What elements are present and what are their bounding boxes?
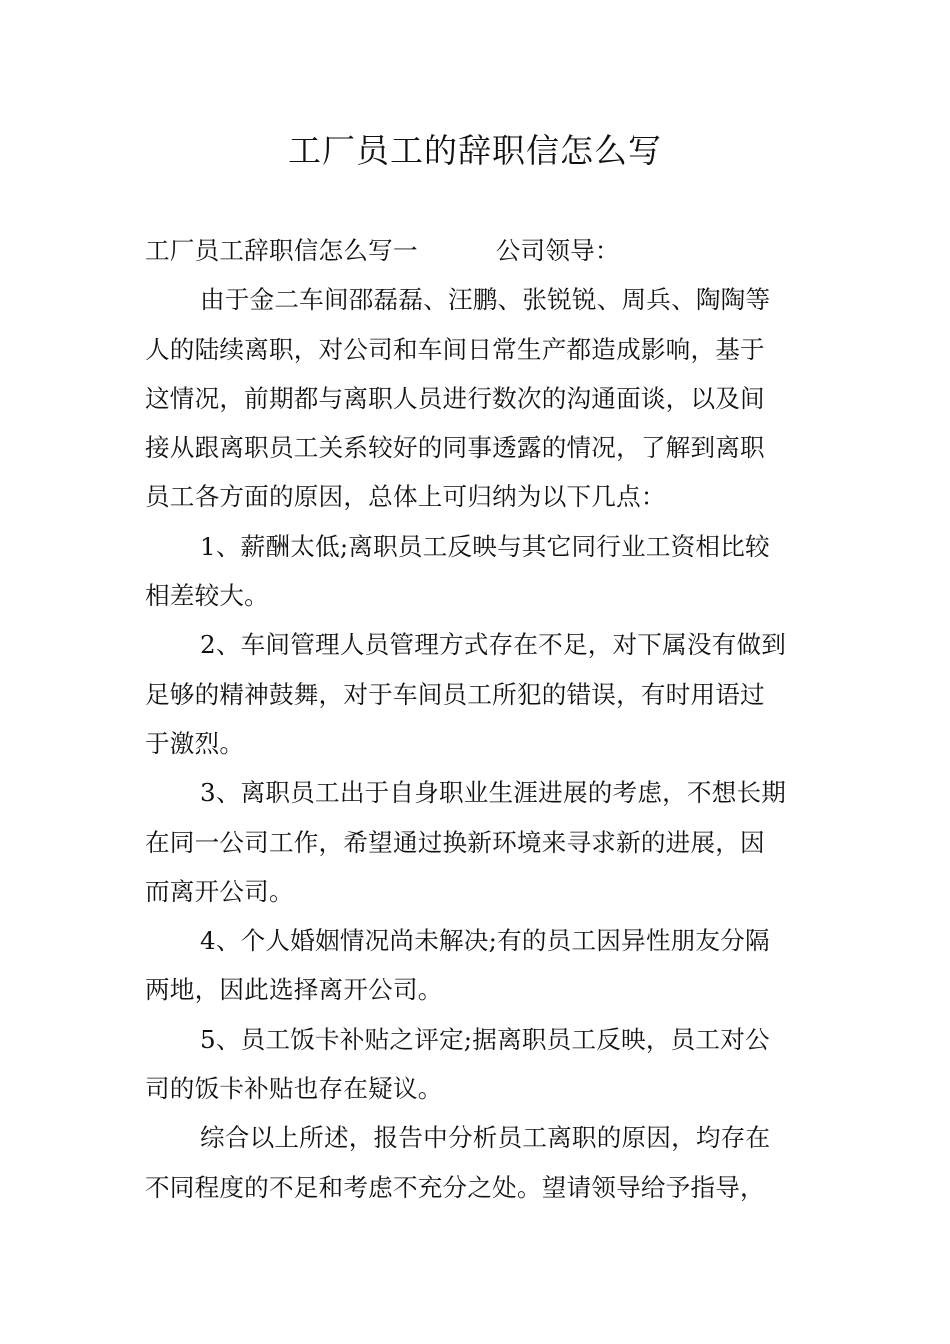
text-line: 由于金二车间邵磊磊、汪鹏、张锐锐、周兵、陶陶等 bbox=[200, 285, 771, 315]
text-line: 足够的精神鼓舞，对于车间员工所犯的错误，有时用语过 bbox=[145, 679, 765, 709]
text-line: 4、个人婚姻情况尚未解决;有的员工因异性朋友分隔 bbox=[200, 926, 770, 956]
letter-lines bbox=[145, 275, 810, 1212]
text-line: 综合以上所述，报告中分析员工离职的原因，均存在 bbox=[200, 1123, 771, 1153]
text-line: 3、离职员工出于自身职业生涯进展的考虑，不想长期 bbox=[200, 778, 787, 808]
letter-heading: 工厂员工辞职信怎么写一 bbox=[145, 236, 418, 265]
text-line: 不同程度的不足和考虑不充分之处。望请领导给予指导， bbox=[145, 1172, 765, 1202]
document-body bbox=[145, 226, 810, 1212]
text-line: 于激烈。 bbox=[145, 728, 245, 758]
text-line: 而离开公司。 bbox=[145, 876, 294, 906]
text-line: 2、车间管理人员管理方式存在不足，对下属没有做到 bbox=[200, 630, 787, 660]
text-line: 两地，因此选择离开公司。 bbox=[145, 975, 443, 1005]
text-line: 人的陆续离职，对公司和车间日常生产都造成影响，基于 bbox=[145, 334, 765, 364]
text-line: 司的饭卡补贴也存在疑议。 bbox=[145, 1074, 443, 1104]
text-line: 员工各方面的原因，总体上可归纳为以下几点： bbox=[145, 482, 666, 512]
document-title: 工厂员工的辞职信怎么写 bbox=[288, 131, 662, 170]
text-line: 接从跟离职员工关系较好的同事透露的情况，了解到离职 bbox=[145, 433, 765, 463]
text-line: 在同一公司工作，希望通过换新环境来寻求新的进展，因 bbox=[145, 827, 765, 857]
text-line: 这情况，前期都与离职人员进行数次的沟通面谈，以及间 bbox=[145, 383, 765, 413]
text-line: 5、员工饭卡补贴之评定;据离职员工反映，员工对公 bbox=[200, 1024, 770, 1054]
salutation: 公司领导： bbox=[495, 236, 620, 265]
text-line: 相差较大。 bbox=[145, 581, 269, 611]
text-line: 1、薪酬太低;离职员工反映与其它同行业工资相比较 bbox=[200, 531, 770, 561]
opening-line bbox=[145, 226, 810, 275]
